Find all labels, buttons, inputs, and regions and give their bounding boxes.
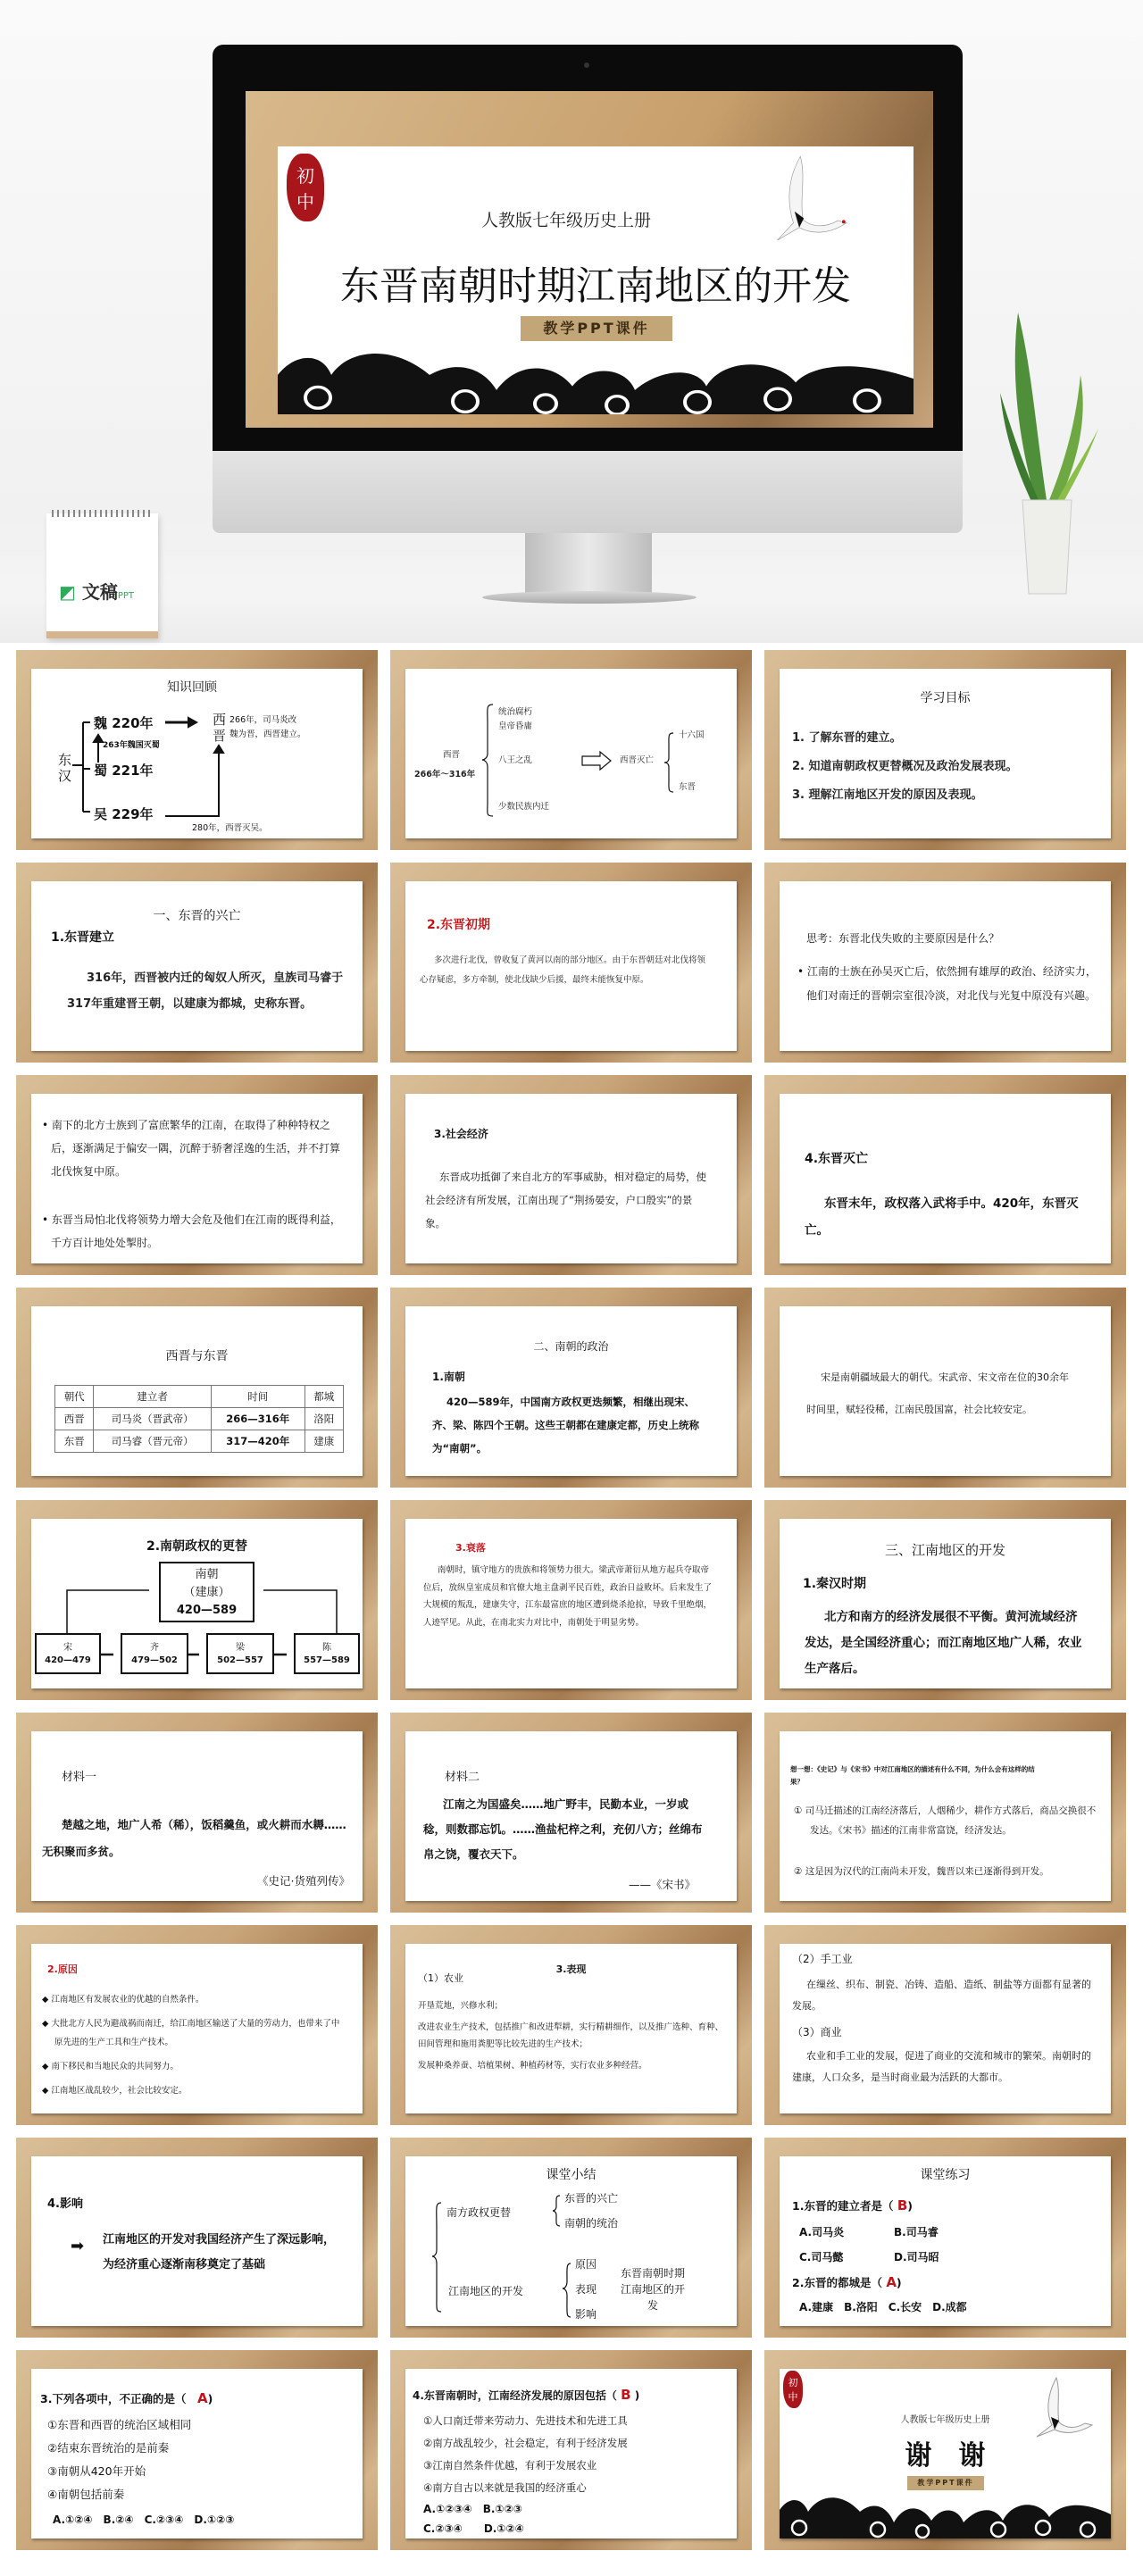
slide-title: 4.影响 [47, 2197, 83, 2211]
slide-title: 3.表现 [555, 1963, 587, 1975]
brand-suffix: PPT [117, 591, 135, 601]
section-title: 三、江南地区的开发 [884, 1542, 1005, 1558]
statement: ②南方战乱较少，社会稳定，有利于经济发展 [423, 2437, 628, 2449]
answer-mark: B [897, 2197, 908, 2213]
leaf-impact: 影响 [575, 2308, 597, 2321]
xijin-label: 西晋 [443, 750, 461, 760]
quote-source: 《史记·货殖列传》 [257, 1874, 350, 1888]
wei-year: 220年 [112, 715, 154, 731]
performance-line: 改进农业生产技术，包括推广和改进犁耕，实行精耕细作，以及推广选种、育种、田间管理和施用粪肥等比较先进的生产技术； [418, 2022, 724, 2049]
note-266 [229, 713, 306, 742]
cell: 317—420年 [211, 1430, 305, 1453]
label-263: 263年魏国灭蜀 [103, 741, 160, 750]
body-text: 东晋成功抵御了来自北方的军事威胁，相对稳定的局势，使社会经济有所发展，江南出现了“荆扬晏安，户口殷实”的景象。 [425, 1171, 706, 1230]
statement: ①东晋和西晋的统治区域相同 [47, 2418, 192, 2431]
answer-mark: A [196, 2390, 208, 2406]
seal-char: 中 [788, 2391, 798, 2403]
dynasty-box [121, 1633, 188, 1674]
bullet-text: • 江南的士族在孙吴灭亡后，依然拥有雄厚的政治、经济实力，他们对南迁的晋朝宗室很冷淡，对北伐与光复中原没有兴趣。 [797, 965, 1097, 1002]
end-badge: 教学PPT课件 [907, 2476, 984, 2490]
cell: 司马睿（晋元帝） [94, 1430, 211, 1453]
cause-item: ◆ 南下移民和当地民众的共同努力。 [42, 2062, 179, 2072]
dynasty-years: 502—557 [217, 1655, 263, 1665]
paren: ) [907, 2199, 913, 2213]
seal-stamp [783, 2371, 803, 2408]
quote-source: ——《宋书》 [628, 1878, 696, 1891]
cover-subtitle: 人教版七年级历史上册 [481, 211, 652, 230]
question-text: 2.东晋的都城是（ [792, 2276, 882, 2289]
objective-item: 3. 理解江南地区开发的原因及表现。 [792, 788, 983, 802]
cause-3: 少数民族内迁 [498, 802, 550, 812]
statement-list [423, 2410, 726, 2499]
slide-review[interactable] [16, 650, 378, 850]
leaf-performance: 表现 [575, 2283, 597, 2296]
body-text: 316年，西晋被内迁的匈奴人所灭，皇族司马睿于317年重建晋王朝，以建康为都城，史称东晋。 [67, 971, 344, 1011]
cause-item: ◆ 江南地区战乱较少，社会比较安定。 [42, 2086, 188, 2096]
question-2 [792, 2274, 902, 2290]
label-wei [94, 713, 154, 732]
body-text: 420—589年，中国南方政权更迭频繁，相继出现宋、齐、梁、陈四个王朝。这些王朝都在建康定都，历史上统称为“南朝”。 [432, 1396, 699, 1455]
note-line: 魏为晋，西晋建立。 [229, 729, 306, 739]
dynasty-name: 梁 [236, 1643, 245, 1653]
cause-2: 八王之乱 [498, 755, 533, 765]
cause-text: 江南地区战乱较少，社会比较安定。 [51, 2086, 188, 2096]
slide-social-economy[interactable] [390, 1075, 752, 1275]
monitor-stand [525, 533, 652, 596]
slide-dongjin-early[interactable] [390, 863, 752, 1063]
handicraft-title: （2）手工业 [792, 1953, 853, 1965]
slide-handicraft-commerce[interactable] [764, 1925, 1126, 2125]
subsection-title: 1.南朝 [432, 1371, 465, 1383]
header-cell: 时间 [211, 1386, 305, 1408]
slide-impact[interactable] [16, 2138, 378, 2338]
branch-development: 江南地区的开发 [448, 2285, 524, 2297]
bullet-content: 东晋当局怕北伐将领势力增大会危及他们在江南的既得利益，千方百计地处处掣肘。 [51, 1213, 341, 1249]
answer-mark: B [621, 2387, 631, 2403]
slide-northern-gentry[interactable] [16, 1075, 378, 1275]
arrow-right-icon: ➡ [71, 2237, 85, 2255]
table-row [55, 1408, 344, 1430]
slide-material-2[interactable] [390, 1713, 752, 1913]
cell: 西晋 [55, 1408, 94, 1430]
camera-dot [584, 63, 589, 68]
commerce-title: （3）商业 [792, 2026, 842, 2038]
body-text: 东晋末年，政权落入武将手中。420年，东晋灭亡。 [805, 1196, 1079, 1238]
commerce-text: 农业和手工业的发展，促进了商业的交流和城市的繁荣。南朝时的建康，人口众多，是当时商业最为活跃的大都市。 [792, 2050, 1091, 2083]
desk [0, 600, 1143, 643]
cloud-wave-decoration [278, 345, 914, 414]
cause-item: ◆ 大批北方人民为避战祸而南迁，给江南地区输送了大量的劳动力，也带来了中原先进的生产工具和生产技术。 [42, 2019, 340, 2047]
end-subtitle: 人教版七年级历史上册 [900, 2415, 990, 2425]
header-cell: 都城 [305, 1386, 343, 1408]
bullet-2: • 东晋当局怕北伐将领势力增大会危及他们在江南的既得利益，千方百计地处处掣肘。 [42, 1213, 341, 1249]
dynasty-box [206, 1633, 274, 1674]
crane-icon [742, 154, 876, 252]
dynasty-box [294, 1633, 360, 1674]
slide-title: 西晋与东晋 [165, 1349, 229, 1363]
option[interactable]: C.司马懿 [799, 2251, 844, 2263]
slide-exercise-1[interactable] [764, 2138, 1126, 2338]
shu: 蜀 [94, 763, 108, 779]
body-text: 多次进行北伐，曾收复了黄河以南的部分地区。由于东晋朝廷对北伐将领心存疑虑，多方牵制，使北伐缺少后援，最终未能恢复中原。 [420, 955, 706, 985]
brand-logo [59, 578, 134, 604]
slide-title: 4.东晋灭亡 [805, 1152, 869, 1166]
dynasty-name: 陈 [322, 1643, 331, 1653]
seal-stamp [287, 154, 324, 221]
slide-title: 材料一 [62, 1771, 97, 1784]
box-years: 420—589 [176, 1604, 238, 1617]
box-name: 南朝 [195, 1568, 219, 1581]
objective-item: 2. 知道南朝政权更替概况及政治发展表现。 [792, 760, 1018, 773]
slide-think[interactable] [764, 863, 1126, 1063]
subsection-title: 1.秦汉时期 [803, 1577, 867, 1591]
monitor-chin [213, 451, 963, 533]
option[interactable]: A.司马炎 [799, 2226, 845, 2238]
cover-badge: 教学PPT课件 [521, 316, 672, 341]
performance-list [418, 1997, 726, 2074]
cell: 266—316年 [211, 1408, 305, 1430]
slide-title: 2.东晋初期 [427, 918, 491, 932]
comparison-table [54, 1385, 344, 1453]
statement: ①人口南迁带来劳动力、先进技术和先进工具 [423, 2414, 628, 2427]
result-1: 十六国 [679, 730, 705, 740]
timeline-arrows [31, 669, 363, 838]
cause-list [42, 1990, 346, 2100]
question-text: 4.东晋南朝时，江南经济发展的原因包括（ [413, 2389, 617, 2402]
header-cell: 朝代 [55, 1386, 94, 1408]
slide-title: 课堂小结 [546, 2168, 597, 2182]
label-wu [94, 804, 154, 823]
slide-title: 3.衰落 [455, 1542, 486, 1554]
slide-title: 学习目标 [920, 691, 971, 705]
header-cell: 建立者 [94, 1386, 211, 1408]
option[interactable]: B.司马睿 [894, 2226, 939, 2238]
slide-exercise-4[interactable] [390, 2350, 752, 2550]
fall-label: 西晋灭亡 [620, 755, 655, 765]
section-title: 一、东晋的兴亡 [153, 909, 241, 923]
slide-title: 课堂练习 [920, 2168, 971, 2182]
quote-text: 江南之为国盛矣……地广野丰，民勤本业，一岁或稔，则数郡忘饥。……渔盐杞梓之利，充仞八方；丝绵布帛之饶，覆衣天下。 [423, 1797, 703, 1861]
question-text: 3.下列各项中，不正确的是（ [40, 2392, 187, 2405]
branch-regime: 南方政权更替 [446, 2206, 512, 2219]
dynasty-name: 齐 [150, 1643, 159, 1653]
body-text: 南朝时，镇守地方的贵族和将领势力很大。梁武帝萧衍从地方起兵夺取帝位后，放纵皇室成员和官僚大地主盘剥平民百姓，政治日益败坏。后来发生了大规模的叛乱，建康失守，江东最富庶的地区遭到烧杀抢掠，导致千里绝烟，人迹罕见。从此，在南北实力对比中，南朝处于明显劣势。 [423, 1565, 713, 1628]
xijin-years: 266年～316年 [414, 770, 476, 779]
potted-plant [982, 277, 1107, 598]
table-header [55, 1386, 344, 1408]
bullet-content: 南下的北方士族到了富庶繁华的江南，在取得了种种特权之后，逐渐满足于偏安一隅，沉醉于骄奢淫逸的生活，并不打算北伐恢复中原。 [51, 1119, 341, 1178]
statement-list [47, 2413, 352, 2506]
leaf-icon: ◩ [59, 581, 76, 603]
answer-1: ① 司马迁描述的江南经济落后，人烟稀少，耕作方式落后，商品交换很不发达。《宋书》描述的江南非常富饶，经济发达。 [794, 1805, 1097, 1836]
label-xijin: 西晋 [213, 712, 227, 744]
cover-title: 东晋南朝时期江南地区的开发 [340, 263, 851, 309]
answer-mark: A [886, 2274, 897, 2290]
slide-title: 2.南朝政权的更替 [146, 1539, 248, 1554]
label-donghan: 东汉 [58, 752, 72, 784]
slide-jiangnan-development[interactable] [764, 1500, 1126, 1700]
objective-item: 1. 了解东晋的建立。 [792, 731, 902, 745]
cell: 东晋 [55, 1430, 94, 1453]
brand-name: 文稿 [81, 581, 118, 603]
handicraft-text: 在缫丝、织布、制瓷、冶铸、造船、造纸、制盐等方面都有显著的发展。 [792, 1979, 1091, 2012]
slide-song[interactable] [764, 1288, 1126, 1488]
question-text: 1.东晋的建立者是（ [792, 2199, 894, 2213]
option[interactable]: D.司马昭 [894, 2251, 939, 2263]
cause-text: 江南地区有发展农业的优越的自然条件。 [51, 1995, 204, 2005]
question-text: 思考：东晋北伐失败的主要原因是什么？ [806, 932, 1000, 945]
performance-line: 开垦荒地，兴修水利； [418, 2001, 504, 2011]
leaf-dongjin: 东晋的兴亡 [564, 2192, 619, 2205]
table-row [55, 1430, 344, 1453]
statement: ②结束东晋统治的是前秦 [47, 2441, 170, 2455]
answer-2: ② 这是因为汉代的江南尚未开发，魏晋以来已逐渐得到开发。 [794, 1866, 1049, 1877]
cause-text: 大批北方人民为避战祸而南迁，给江南地区输送了大量的劳动力，也带来了中原先进的生产工具和生产技术。 [51, 2019, 340, 2047]
seal-char: 初 [788, 2377, 798, 2388]
statement: ③南朝从420年开始 [47, 2464, 146, 2478]
wu-year: 229年 [112, 806, 154, 822]
cause-text: 南下移民和当地民众的共同努力。 [51, 2062, 179, 2072]
slide-title: 知识回顾 [167, 680, 217, 695]
label-shu [94, 761, 154, 779]
statement: ④南方自古以来就是我国的经济重心 [423, 2481, 587, 2494]
southern-dynasties-box [159, 1562, 254, 1622]
paren: ) [207, 2392, 213, 2405]
cloud-wave-decoration [780, 2492, 1111, 2538]
body-text: 江南地区的开发对我国经济产生了深远影响，为经济重心逐渐南移奠定了基础 [103, 2233, 336, 2272]
shu-year: 221年 [112, 763, 154, 779]
slide-dongjin-fall[interactable] [764, 1075, 1126, 1275]
seal-char: 初 [296, 165, 314, 187]
slide-summary[interactable] [390, 2138, 752, 2338]
slide-jin-table[interactable] [16, 1288, 378, 1488]
dynasty-name: 宋 [63, 1643, 72, 1653]
options-row-2[interactable]: C.②③④ D.①②④ [423, 2522, 524, 2535]
summary-topic: 东晋南朝时期江南地区的开发 [620, 2267, 685, 2312]
slide-causes[interactable] [16, 1925, 378, 2125]
slide-title: 材料二 [445, 1771, 480, 1784]
statement: ③江南自然条件优越，有利于发展农业 [423, 2459, 597, 2472]
slide-think-compare[interactable] [764, 1713, 1126, 1913]
question-1 [792, 2197, 913, 2213]
cell: 司马炎（晋武帝） [94, 1408, 211, 1430]
paren: ) [896, 2276, 902, 2289]
slide-thanks[interactable] [764, 2350, 1126, 2550]
cell: 洛阳 [305, 1408, 343, 1430]
result-2: 东晋 [679, 782, 697, 792]
note-280: 280年，西晋灭吴。 [192, 823, 268, 833]
subsection-title: （1）农业 [418, 1972, 463, 1984]
cell: 建康 [305, 1430, 343, 1453]
slide-dongjin-founding[interactable] [16, 863, 378, 1063]
leaf-nanchao: 南朝的统治 [564, 2217, 619, 2230]
wu: 吴 [94, 806, 108, 822]
cause-1a: 统治腐朽 [498, 707, 533, 717]
box-capital: （建康） [183, 1586, 230, 1599]
options-row[interactable]: A.①②④ B.②④ C.②③④ D.①②③ [53, 2513, 235, 2526]
paren: ) [634, 2389, 640, 2402]
subsection-title: 1.东晋建立 [51, 930, 115, 945]
cover-slide [246, 91, 933, 428]
objective-list [792, 724, 1100, 810]
question-3 [40, 2390, 213, 2406]
slide-title: 3.社会经济 [434, 1128, 488, 1140]
bullet-1: • 南下的北方士族到了富庶繁华的江南，在取得了种种特权之后，逐渐满足于偏安一隅，沉醉于骄奢淫逸的生活，并不打算北伐恢复中原。 [42, 1119, 341, 1178]
slide-southern-politics[interactable] [390, 1288, 752, 1488]
statement: ④南朝包括前秦 [47, 2488, 125, 2501]
desk-calendar [46, 513, 158, 638]
dynasty-box [35, 1633, 101, 1674]
slide-exercise-3[interactable] [16, 2350, 378, 2550]
quote-text: 楚越之地，地广人希（稀），饭稻羹鱼，或火耕而水耨……无积聚而多贫。 [42, 1818, 346, 1858]
bullet-content: 江南的士族在孙吴灭亡后，依然拥有雄厚的政治、经济实力，他们对南迁的晋朝宗室很冷淡，对北伐与光复中原没有兴趣。 [806, 965, 1097, 1002]
slide-objectives[interactable] [764, 650, 1126, 850]
monitor-base [482, 591, 697, 604]
dynasty-years: 479—502 [131, 1655, 178, 1665]
body-text: 宋是南朝疆域最大的朝代。宋武帝、宋文帝在位的30余年时间里，赋轻役稀，江南民殷国富，社会比较安定。 [806, 1371, 1069, 1415]
performance-line: 发展种桑养蚕、培植果树、种植药材等，实行农业多种经营。 [418, 2060, 647, 2071]
seal-char: 中 [296, 191, 314, 213]
dynasty-years: 420—479 [45, 1655, 91, 1665]
slide-xijin[interactable] [390, 650, 752, 850]
end-title: 谢 谢 [905, 2440, 986, 2472]
slide-performance[interactable] [390, 1925, 752, 2125]
question-4 [413, 2387, 639, 2403]
slide-title: 2.原因 [47, 1963, 78, 1975]
leaf-cause: 原因 [575, 2258, 597, 2271]
slide-material-1[interactable] [16, 1713, 378, 1913]
slide-dynasty-succession[interactable] [16, 1500, 378, 1700]
dynasty-years: 557—589 [304, 1655, 350, 1665]
body-text: 北方和南方的经济发展很不平衡。黄河流域经济发达，是全国经济重心；而江南地区地广人稀，农业生产落后。 [805, 1610, 1082, 1676]
section-title: 二、南朝的政治 [533, 1340, 609, 1353]
hero-mockup [0, 0, 1143, 643]
cause-item: ◆ 江南地区有发展农业的优越的自然条件。 [42, 1995, 204, 2005]
cause-1b: 皇帝昏庸 [498, 721, 533, 731]
note-line: 266年，司马炎改 [229, 715, 297, 725]
options-row[interactable]: A.建康 B.洛阳 C.长安 D.成都 [799, 2301, 967, 2313]
slide-decline[interactable] [390, 1500, 752, 1700]
options-row-1[interactable]: A.①②③④ B.①②③ [423, 2503, 522, 2515]
calendar-rings [52, 510, 153, 517]
question-text: 想一想：《史记》与《宋书》中对江南地区的描述有什么不同，为什么会有这样的结果？ [790, 1765, 1035, 1786]
wei: 魏 [94, 715, 108, 731]
